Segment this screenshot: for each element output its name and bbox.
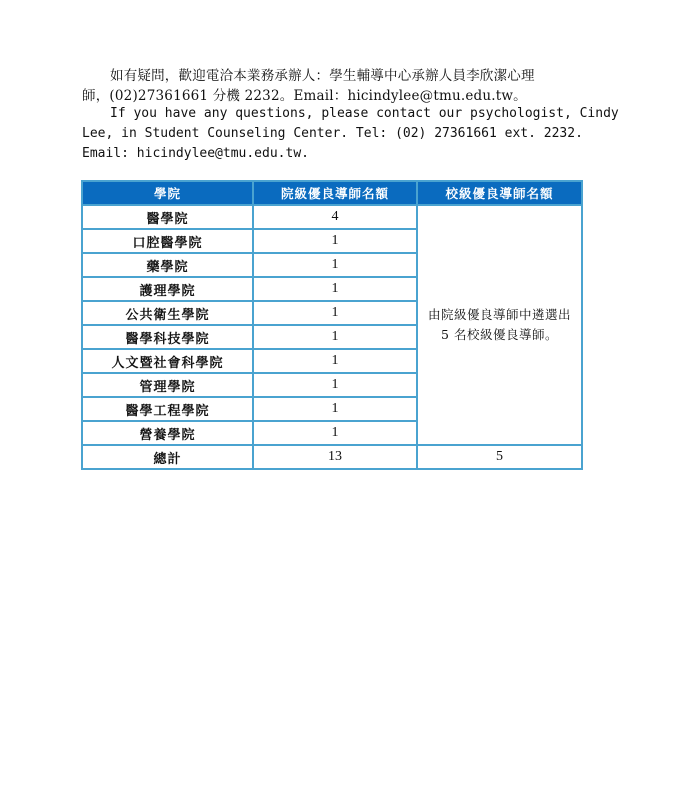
header-school-quota: 校級優良導師名額 (417, 181, 582, 205)
school-quota-note (417, 205, 582, 445)
table-row (82, 205, 582, 229)
college-quota: 1 (253, 421, 417, 445)
school-quota-note-line-2: 5 名校級優良導師。 (441, 327, 558, 342)
college-name: 公共衛生學院 (82, 301, 253, 325)
contact-zh-line-1: 如有疑問，歡迎電洽本業務承辦人：學生輔導中心承辦人員李欣潔心理 (110, 68, 535, 84)
total-school-quota: 5 (417, 445, 582, 469)
total-label: 總計 (82, 445, 253, 469)
college-quota: 1 (253, 229, 417, 253)
college-name: 人文暨社會科學院 (82, 349, 253, 373)
college-quota: 1 (253, 253, 417, 277)
college-name: 醫學工程學院 (82, 397, 253, 421)
header-college: 學院 (82, 181, 253, 205)
school-quota-note-line-1: 由院級優良導師中遴選出 (427, 307, 571, 322)
college-name: 藥學院 (82, 253, 253, 277)
college-quota: 4 (253, 205, 417, 229)
table-header-row (82, 181, 582, 205)
total-college-quota: 13 (253, 445, 417, 469)
contact-paragraph-en (82, 104, 619, 164)
college-name: 管理學院 (82, 373, 253, 397)
college-quota: 1 (253, 325, 417, 349)
college-name: 醫學院 (82, 205, 253, 229)
college-quota: 1 (253, 349, 417, 373)
contact-paragraph-zh (82, 66, 592, 106)
contact-en-line-1: If you have any questions, please contact our psychologist, Cindy (110, 106, 619, 121)
table-total-row (82, 445, 582, 469)
college-quota: 1 (253, 397, 417, 421)
mentor-quota-table (81, 180, 583, 470)
college-quota: 1 (253, 277, 417, 301)
contact-zh-line-2: 師，(02)27361661 分機 2232。Email：hicindylee@tmu.edu.tw。 (82, 88, 527, 104)
college-name: 營養學院 (82, 421, 253, 445)
college-name: 護理學院 (82, 277, 253, 301)
contact-en-line-3: Email: hicindylee@tmu.edu.tw. (82, 146, 309, 161)
college-name: 口腔醫學院 (82, 229, 253, 253)
college-quota: 1 (253, 301, 417, 325)
contact-en-line-2: Lee, in Student Counseling Center. Tel: (02) 27361661 ext. 2232. (82, 126, 583, 141)
college-name: 醫學科技學院 (82, 325, 253, 349)
header-college-quota: 院級優良導師名額 (253, 181, 417, 205)
college-quota: 1 (253, 373, 417, 397)
